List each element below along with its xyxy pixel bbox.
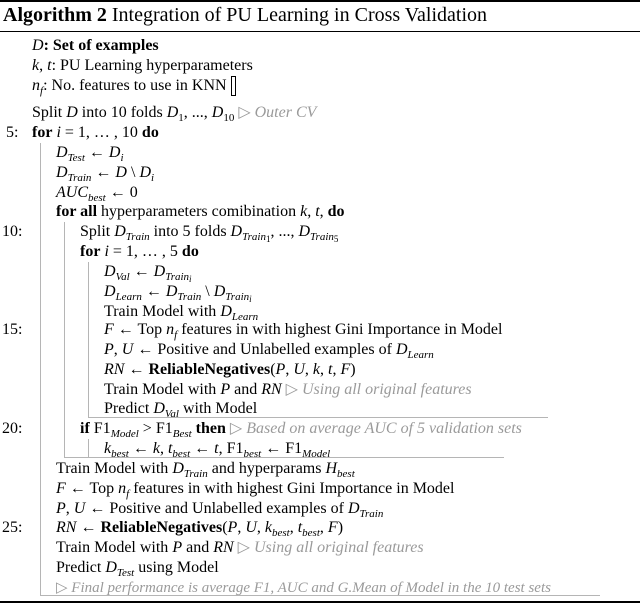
bottom-rule <box>0 601 640 603</box>
final-perf-comment: Final performance is average F1, AUC and G.Mean of Model in the 10 test sets <box>71 580 551 596</box>
pos-unlab-1: Positive and Unlabelled examples of <box>157 341 392 358</box>
train-with-2: Train Model with <box>104 381 217 398</box>
line-aucbest: $AUC_{best}$ ← 0 <box>56 184 138 204</box>
pos-unlab-2: Positive and Unlabelled examples of <box>109 500 344 517</box>
features-gini-2: features in with highest Gini Importance in Model <box>133 480 455 497</box>
line-for-inner: for i = 1, … , 5 do <box>80 243 199 260</box>
line-feature-select: F ← Top $n_f$ features in with highest Gini Importance in Model <box>104 321 503 341</box>
line-predict-dval: Predict $D_{Val}$ with Model <box>104 400 258 420</box>
line-number-20: 20: <box>2 420 23 437</box>
split-inner-word: Split <box>80 223 111 240</box>
line-train-final: Train Model with $D_{Train}$ and hyperparams $H_{best}$ <box>56 460 355 480</box>
hyper-comb: hyperparameters comibination <box>101 203 297 220</box>
inner-for-guide <box>88 262 89 417</box>
kw-for-all: for all <box>56 203 98 220</box>
input-pu-text: : PU Learning hyperparameters <box>51 57 253 74</box>
line-number-10: 10: <box>2 223 23 240</box>
line-number-15: 15: <box>2 321 23 338</box>
line-pu-split-2: P, U ← Positive and Unlabelled examples of $D_{Train}$ <box>56 500 384 520</box>
and-1: and <box>234 381 258 398</box>
line-number-5: 5: <box>6 124 19 141</box>
into-5-folds: into 5 folds <box>153 223 227 240</box>
outer-cv-comment: Outer CV <box>254 104 317 121</box>
kw-if: if <box>80 420 90 437</box>
and-hyperparams: and hyperparams <box>211 460 322 477</box>
top-rule <box>0 0 640 2</box>
kw-do-3: do <box>181 243 199 260</box>
train-with-3: Train Model with <box>56 460 169 477</box>
kw-then: then <box>195 420 226 437</box>
line-train-dlearn: Train Model with $D_{Learn}$ <box>104 303 259 323</box>
line-final-comment: ▷ Final performance is average F1, AUC and G.Mean of Model in the 10 test sets <box>56 580 551 596</box>
caption-rule <box>0 31 640 32</box>
predict-2: Predict <box>56 559 102 576</box>
kw-do: do <box>141 124 159 141</box>
line-for-outer: for i = 1, … , 10 do <box>32 124 159 141</box>
input-nf-text: : No. features to use in KNN <box>43 77 227 94</box>
line-train-p-rn: Train Model with P and RN ▷ Using all original features <box>104 381 472 398</box>
using-all-comment-2: Using all original features <box>253 539 424 556</box>
outer-for-guide <box>40 143 41 595</box>
line-rn: RN ← ReliableNegatives(P, U, k, t, F) <box>104 361 356 378</box>
predict-1: Predict <box>104 400 150 417</box>
reliable-negatives-1: ReliableNegatives <box>148 361 271 378</box>
line-dtest: $D_{Test}$ ← $D_i$ <box>56 144 124 164</box>
top-2: Top <box>89 480 115 497</box>
line-if: if $F1_{Model} > F1_{Best}$ then ▷ Based on average AUC of 5 validation sets <box>80 420 522 440</box>
for-all-guide <box>64 222 65 457</box>
algorithm-title: Integration of PU Learning in Cross Validation <box>111 4 488 26</box>
input-nf: $n_f$: No. features to use in KNN <box>32 77 227 97</box>
line-dval: $D_{Val}$ ← $D_{Train_i}$ <box>104 263 192 284</box>
algorithm-label: Algorithm 2 <box>3 4 107 26</box>
line-update-best: $k_{best}$ ← k, $t_{best}$ ← t, $F1_{best}$ ← $F1_{Model}$ <box>104 440 331 460</box>
line-feature-select-2: F ← Top $n_f$ features in with highest Gini Importance in Model <box>56 480 455 500</box>
based-on-comment: Based on average AUC of 5 validation sets <box>246 420 522 437</box>
split-outer-word: Split <box>32 104 63 121</box>
for-range-10: = 1, … , 10 <box>64 124 138 141</box>
with-model: with Model <box>182 400 258 417</box>
line-rn-2: RN ← ReliableNegatives(P, U, $k_{best}$, $t_{best}$, F) <box>56 519 344 539</box>
algorithm-caption <box>3 4 487 27</box>
reliable-negatives-2: ReliableNegatives <box>100 519 223 536</box>
line-number-25: 25: <box>2 519 23 536</box>
for-range-5: = 1, … , 5 <box>112 243 178 260</box>
line-dlearn: $D_{Learn}$ ← $D_{Train}$ \ $D_{Train_i}$ <box>104 283 252 304</box>
line-dtrain: $D_{Train}$ ← D \ $D_i$ <box>56 164 155 184</box>
train-with-4: Train Model with <box>56 539 169 556</box>
and-2: and <box>186 539 210 556</box>
input-examples: D: Set of examples <box>32 37 159 54</box>
train-with-1: Train Model with <box>104 303 217 320</box>
kw-for: for <box>32 124 53 141</box>
using-model: using Model <box>138 559 219 576</box>
kw-for-inner: for <box>80 243 101 260</box>
line-split-outer: Split D into 10 folds $D_1$, ..., $D_{10}$ ▷ Outer CV <box>32 104 317 124</box>
line-split-inner: Split $D_{Train}$ into 5 folds $D_{Train_1}$, ..., $D_{Train_5}$ <box>80 223 339 244</box>
input-examples-text: : Set of examples <box>43 37 159 54</box>
line-train-p-rn-2: Train Model with P and RN ▷ Using all original features <box>56 539 424 556</box>
using-all-comment-1: Using all original features <box>301 381 472 398</box>
top-1: Top <box>137 321 163 338</box>
into-10-folds: into 10 folds <box>81 104 163 121</box>
line-pu-split: P, U ← Positive and Unlabelled examples of $D_{Learn}$ <box>104 341 434 361</box>
line-for-all: for all hyperparameters comibination k, t, do <box>56 203 345 220</box>
if-guide <box>88 439 89 457</box>
features-gini-1: features in with highest Gini Importance in Model <box>181 321 503 338</box>
line-predict-dtest: Predict $D_{Test}$ using Model <box>56 559 219 579</box>
kw-do-2: do <box>327 203 345 220</box>
text-cursor <box>231 76 236 96</box>
input-pu-hyperparams: k, t: PU Learning hyperparameters <box>32 57 253 74</box>
